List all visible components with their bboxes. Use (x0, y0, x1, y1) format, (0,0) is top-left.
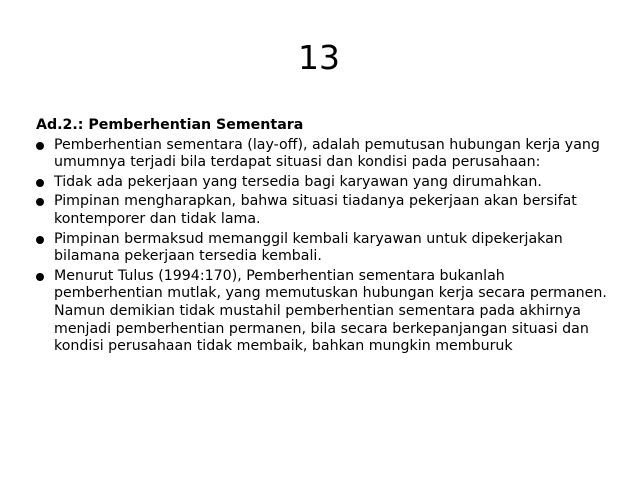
bullet-text: Menurut Tulus (1994:170), Pemberhentian sementara bukanlah pemberhentian mutlak, yang memutuskan hubungan kerja secara permanen. Namun demikian tidak mustahil pemberhentian sementara pada akhirnya menjadi pemberhentian permanen, bila secara berkepanjangan situasi dan kondisi perusahaan tidak membaik, bahkan mungkin memburuk (54, 267, 607, 355)
bullet-text: Tidak ada pekerjaan yang tersedia bagi karyawan yang dirumahkan. (54, 173, 542, 190)
bullet-icon (36, 179, 44, 187)
bullet-text: Pemberhentian sementara (lay-off), adalah pemutusan hubungan kerja yang umumnya terjadi bila terdapat situasi dan kondisi pada perusahaan: (54, 136, 600, 171)
bullet-icon (36, 273, 44, 281)
slide-title: 13 (298, 38, 340, 77)
section-heading: Ad.2.: Pemberhentian Sementara (36, 117, 304, 133)
bullet-icon (36, 236, 44, 244)
bullet-item (36, 193, 616, 228)
bullet-item (36, 174, 616, 192)
bullet-item (36, 231, 616, 266)
bullet-icon (36, 142, 44, 150)
bullet-list (36, 137, 616, 356)
bullet-item (36, 268, 616, 356)
slide-body (36, 117, 616, 356)
bullet-text: Pimpinan bermaksud memanggil kembali karyawan untuk dipekerjakan bilamana pekerjaan tersedia kembali. (54, 230, 563, 265)
bullet-item (36, 137, 616, 172)
bullet-icon (36, 198, 44, 206)
bullet-text: Pimpinan mengharapkan, bahwa situasi tiadanya pekerjaan akan bersifat kontemporer dan tidak lama. (54, 193, 577, 227)
